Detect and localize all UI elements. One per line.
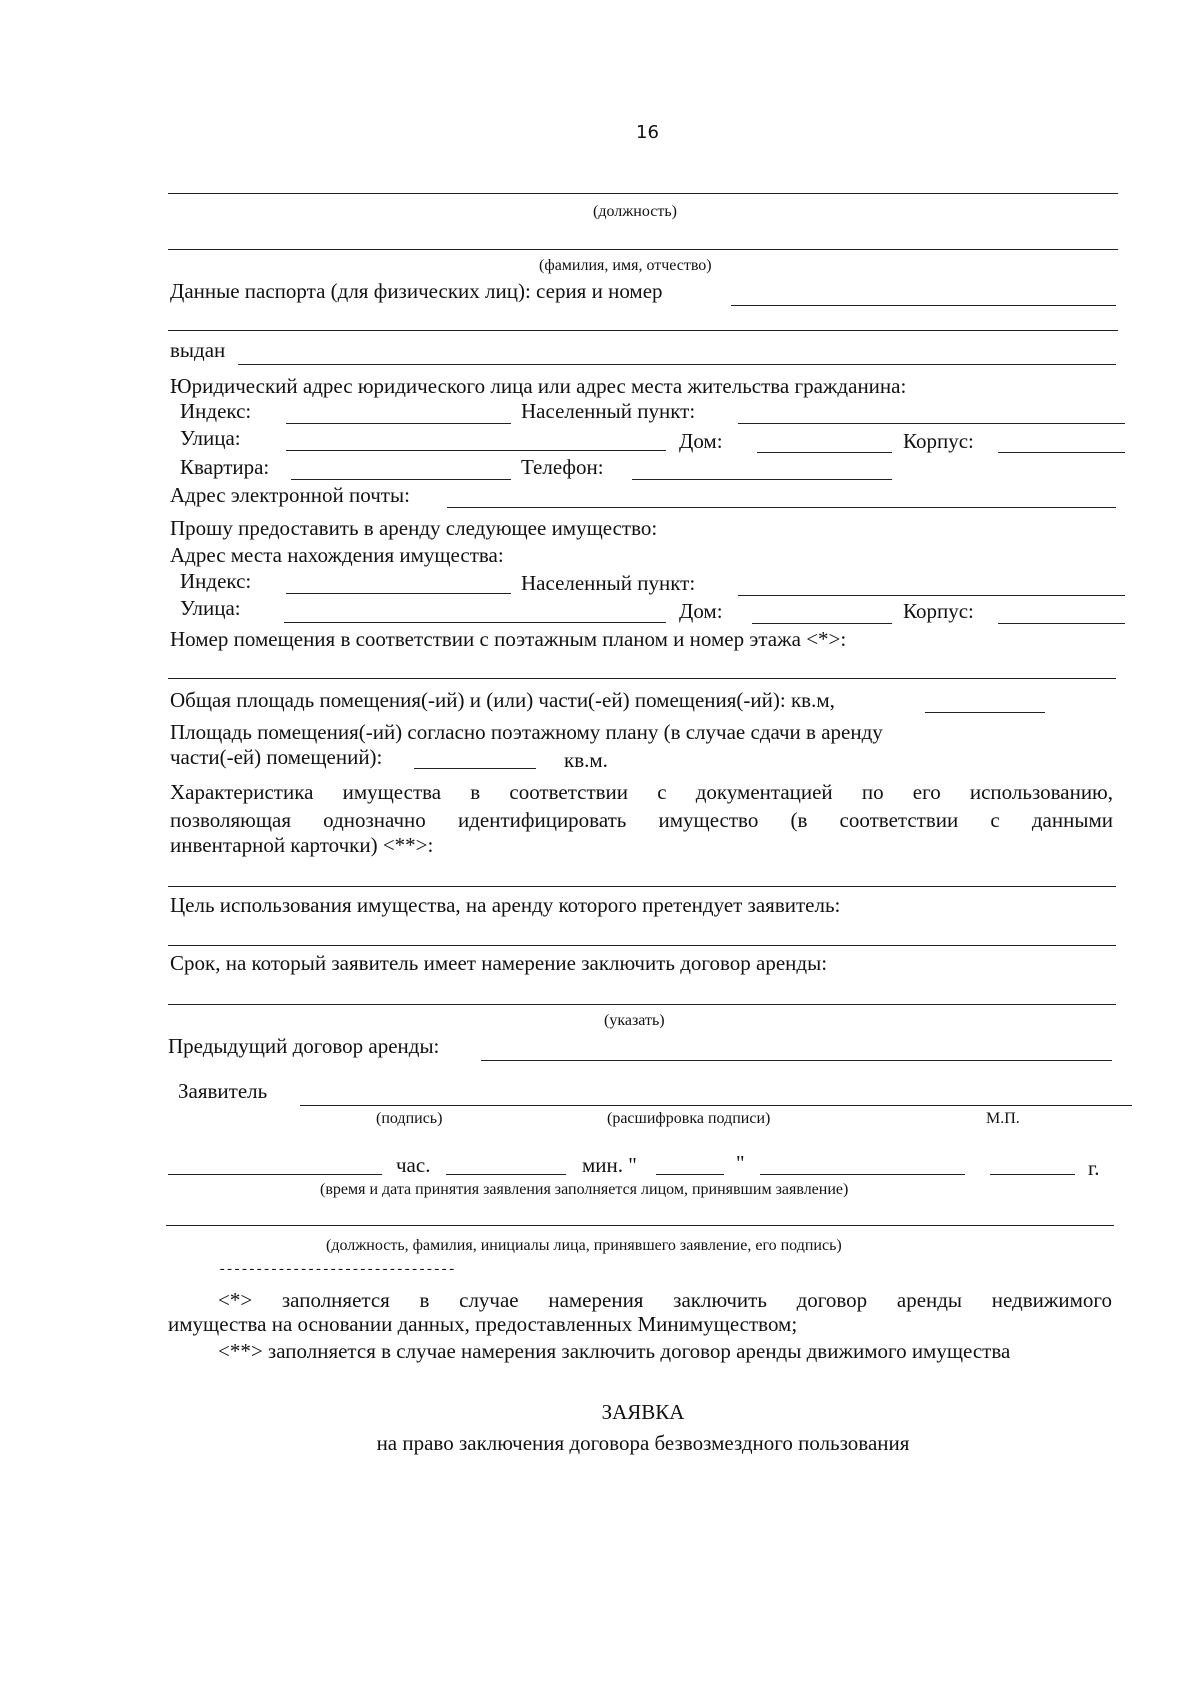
characteristics-line1: Характеристика имущества в соответствии с документацией по его использованию, [170,780,1113,804]
legal-building-line[interactable] [998,452,1125,453]
fio-line[interactable] [168,249,1118,250]
legal-index-line[interactable] [286,423,511,424]
room-number-line[interactable] [168,678,1116,679]
property-index-line[interactable] [286,593,511,594]
legal-street-line[interactable] [286,450,666,451]
specify-caption: (указать) [604,1012,665,1029]
legal-address-heading: Юридический адрес юридического лица или адрес места жительства гражданина: [170,374,907,398]
year-label: г. [1088,1156,1100,1180]
legal-locality-line[interactable] [738,423,1125,424]
request-text: Прошу предоставить в аренду следующее имущество: [170,516,658,540]
property-building-label: Корпус: [903,599,974,623]
passport-number-line[interactable] [731,305,1116,306]
property-house-line[interactable] [752,623,892,624]
characteristics-line[interactable] [168,886,1116,887]
room-number-label: Номер помещения в соответствии с поэтажным планом и номер этажа <*>: [170,627,847,651]
characteristics-line2: позволяющая однозначно идентифицировать имущество (в соответствии с данными [170,808,1113,832]
legal-phone-line[interactable] [632,479,892,480]
property-street-line[interactable] [284,622,666,623]
acceptor-line[interactable] [166,1225,1114,1226]
signature-caption: (подпись) [376,1110,443,1127]
legal-apartment-label: Квартира: [180,455,270,479]
zayavka-subtitle: на право заключения договора безвозмездного пользования [376,1431,910,1455]
legal-index-label: Индекс: [180,399,252,423]
acceptor-caption: (должность, фамилия, инициалы лица, принявшего заявление, его подпись) [326,1237,842,1254]
property-locality-line[interactable] [738,595,1125,596]
term-line[interactable] [168,1004,1116,1005]
property-building-line[interactable] [998,623,1125,624]
area-plan-line1: Площадь помещения(-ий) согласно поэтажному плану (в случае сдачи в аренду [170,720,883,744]
property-street-label: Улица: [180,596,241,620]
page-number: 16 [636,122,659,143]
legal-locality-label: Населенный пункт: [521,399,696,423]
time-date-caption: (время и дата принятия заявления заполняется лицом, принявшим заявление) [320,1181,849,1198]
property-address-label: Адрес места нахождения имущества: [170,543,504,567]
total-area-label: Общая площадь помещения(-ий) и (или) части(-ей) помещения(-ий): кв.м, [170,688,835,712]
legal-building-label: Корпус: [903,429,974,453]
issued-label: выдан [170,338,226,362]
legal-house-line[interactable] [757,452,892,453]
email-label: Адрес электронной почты: [170,483,410,507]
minute-label: мин. " [582,1153,637,1177]
hour-label: час. [396,1153,431,1177]
applicant-label: Заявитель [178,1079,268,1103]
acceptance-time-line[interactable] [168,1174,382,1175]
position-caption: (должность) [593,203,677,220]
previous-contract-line[interactable] [481,1060,1112,1061]
year-line[interactable] [990,1174,1075,1175]
purpose-line[interactable] [168,945,1116,946]
area-plan-line2: части(-ей) помещений): [170,745,383,769]
passport-label: Данные паспорта (для физических лиц): серия и номер [170,279,663,303]
property-index-label: Индекс: [180,569,252,593]
legal-phone-label: Телефон: [521,455,604,479]
property-house-label: Дом: [679,599,723,623]
day-line[interactable] [656,1174,724,1175]
issued-line[interactable] [238,364,1116,365]
signature-decode-caption: (расшифровка подписи) [607,1110,771,1127]
area-plan-value-line[interactable] [414,768,536,769]
fio-caption: (фамилия, имя, отчество) [539,257,712,274]
term-label: Срок, на который заявитель имеет намерение заключить договор аренды: [170,951,828,975]
passport-extra-line[interactable] [168,330,1118,331]
seal-label: М.П. [986,1110,1020,1127]
applicant-signature-line[interactable] [300,1105,1132,1106]
purpose-label: Цель использования имущества, на аренду которого претендует заявитель: [170,893,841,917]
footnote-separator: -------------------------------- [218,1262,455,1278]
position-line[interactable] [168,193,1118,194]
legal-street-label: Улица: [180,426,241,450]
zayavka-title: ЗАЯВКА [601,1400,685,1424]
email-line[interactable] [447,507,1116,508]
minute-line[interactable] [446,1174,566,1175]
area-plan-unit: кв.м. [564,748,608,772]
total-area-line[interactable] [925,712,1045,713]
footnote2: <**> заполняется в случае намерения заключить договор аренды движимого имущества [218,1339,1011,1363]
legal-apartment-line[interactable] [291,479,511,480]
property-locality-label: Населенный пункт: [521,571,696,595]
footnote1-line1: <*> заполняется в случае намерения заключить договор аренды недвижимого [218,1288,1112,1312]
closing-quote: " [736,1151,745,1175]
characteristics-line3: инвентарной карточки) <**>: [170,833,434,857]
footnote1-line2: имущества на основании данных, предоставленных Минимуществом; [168,1312,798,1336]
month-line[interactable] [760,1174,965,1175]
previous-contract-label: Предыдущий договор аренды: [168,1034,440,1058]
legal-house-label: Дом: [679,429,723,453]
